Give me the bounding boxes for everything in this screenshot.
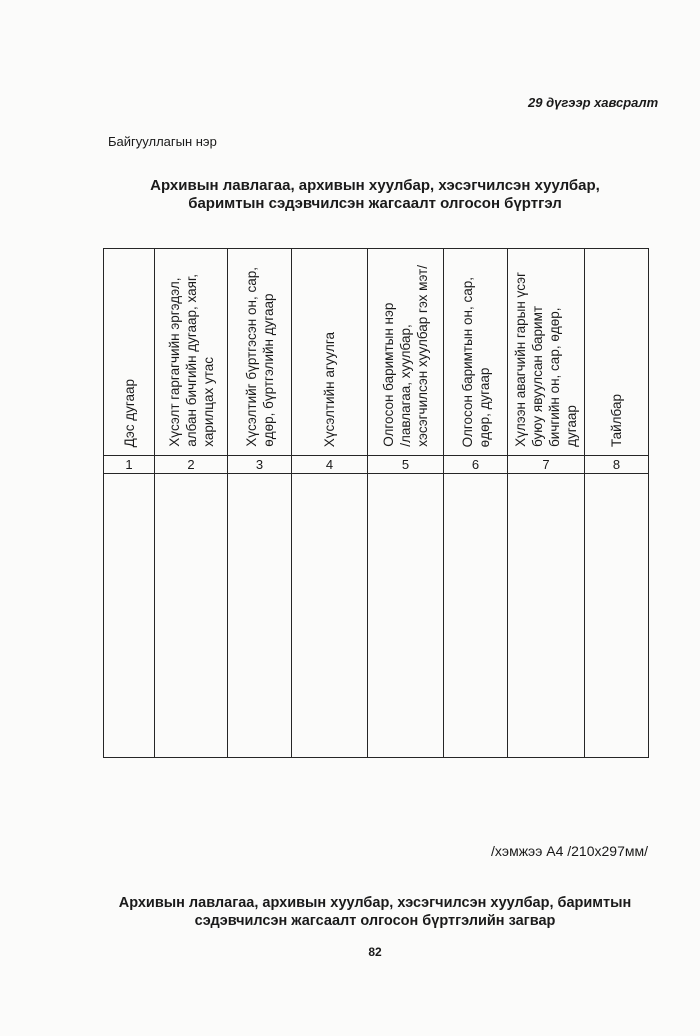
- header-line: харилцах утас: [200, 357, 216, 447]
- header-line: Дэс дугаар: [121, 378, 137, 447]
- table-cell: [292, 474, 368, 758]
- header-cell-seq-no: [104, 249, 155, 456]
- header-cell-requester: [155, 249, 228, 456]
- header-row: [104, 249, 649, 456]
- header-line: өдөр, бүртгэлийн дугаар: [260, 293, 276, 447]
- column-number: 1: [104, 456, 155, 474]
- appendix-label: 29 дүгээр хавсралт: [528, 95, 659, 110]
- header-cell-document-name: [368, 249, 444, 456]
- table-cell: [368, 474, 444, 758]
- column-number: 3: [228, 456, 292, 474]
- form-caption-line: Архивын лавлагаа, архивын хуулбар, хэсэгчилсэн хуулбар, баримтын: [118, 895, 632, 911]
- table-row: [104, 474, 649, 758]
- table-cell: [444, 474, 508, 758]
- table-cell: [508, 474, 585, 758]
- header-cell-recipient-signature: [508, 249, 585, 456]
- column-number: 7: [508, 456, 585, 474]
- column-number: 6: [444, 456, 508, 474]
- header-line: /лавлагаа, хуулбар,: [398, 324, 413, 447]
- table-cell: [585, 474, 649, 758]
- header-cell-issue-date: [444, 249, 508, 456]
- table-cell: [104, 474, 155, 758]
- table-cell: [228, 474, 292, 758]
- column-number: 5: [368, 456, 444, 474]
- header-line: Тайлбар: [609, 393, 624, 447]
- document-title-line: Архивын лавлагаа, архивын хуулбар, хэсэгчилсэн хуулбар,: [150, 177, 600, 194]
- column-number: 4: [292, 456, 368, 474]
- paper-size-note: /хэмжээ А4 /210х297мм/: [491, 843, 648, 859]
- header-line: албан бичгийн дугаар, хаяг,: [183, 274, 199, 447]
- header-line: дугаар: [564, 405, 579, 447]
- header-line: буюу явуулсан баримт: [530, 306, 545, 447]
- register-table: [103, 248, 649, 758]
- header-line: өдөр, дугаар: [476, 367, 492, 447]
- header-cell-request-content: [292, 249, 368, 456]
- document-title-line: баримтын сэдэвчилсэн жагсаалт олгосон бүртгэл: [188, 195, 562, 212]
- header-line: Хүсэлтийн агуулга: [322, 331, 337, 447]
- document-title: [80, 177, 670, 213]
- header-cell-remarks: [585, 249, 649, 456]
- header-line: Олгосон баримтын нэр: [381, 302, 396, 447]
- header-line: бичгийн он, сар, өдөр,: [547, 307, 562, 447]
- form-caption: [80, 894, 670, 930]
- form-caption-line: сэдэвчилсэн жагсаалт олгосон бүртгэлийн загвар: [194, 913, 556, 929]
- header-line: Хүлээн авагчийн гарын үсэг: [513, 272, 528, 447]
- header-line: хэсэгчилсэн хуулбар гэх мэт/: [415, 265, 430, 447]
- column-number: 2: [155, 456, 228, 474]
- header-line: Олгосон баримтын он, сар,: [459, 276, 475, 447]
- header-line: Хүсэлт гаргагчийн эргэдэл,: [166, 277, 182, 447]
- header-line: Хүсэлтийг бүртгэсэн он, сар,: [243, 267, 259, 447]
- organization-label: Байгууллагын нэр: [108, 134, 217, 149]
- page-number: 82: [368, 945, 382, 959]
- column-number-row: [104, 456, 649, 474]
- column-number: 8: [585, 456, 649, 474]
- header-cell-registration-date: [228, 249, 292, 456]
- table-cell: [155, 474, 228, 758]
